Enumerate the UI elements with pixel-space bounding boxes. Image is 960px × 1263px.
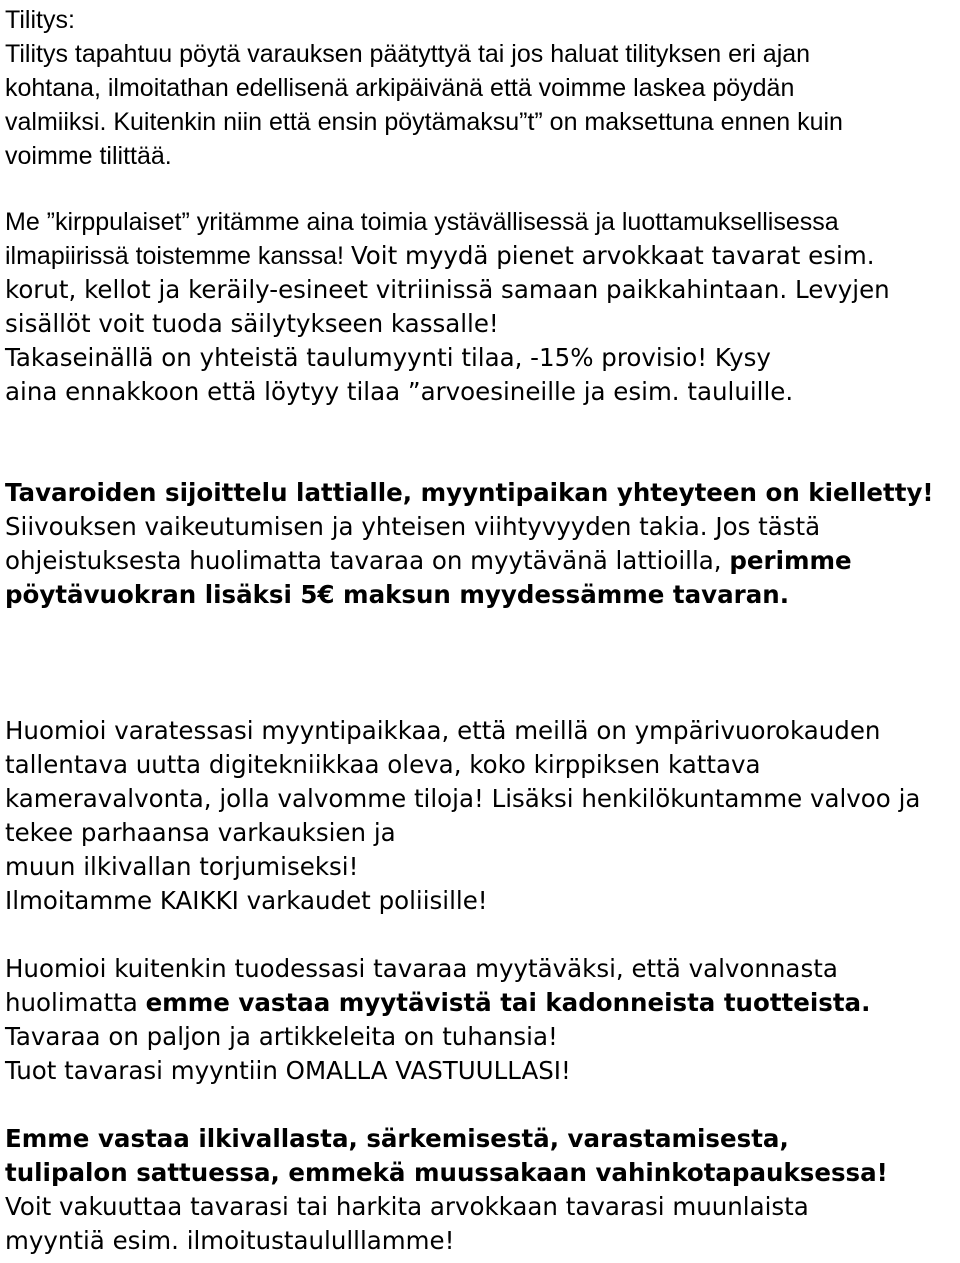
kirppulaiset-line-4: sisällöt voit tuoda säilytykseen kassalle!: [5, 309, 499, 338]
lattia-line-2a: ohjeistuksesta huolimatta tavaraa on myytävänä lattioilla,: [5, 546, 730, 575]
vastuu-line-2: [5, 986, 955, 1020]
lattia-heading: Tavaroiden sijoittelu lattialle, myyntipaikan yhteyteen on kielletty!: [5, 478, 934, 507]
tilitys-heading: Tilitys:: [5, 6, 75, 34]
ilkivalta-bold-2: tulipalon sattuessa, emmekä muussakaan vahinkotapauksessa!: [5, 1158, 888, 1187]
valvonta-line-1: Huomioi varatessasi myyntipaikkaa, että meillä on ympärivuorokauden: [5, 716, 881, 745]
vastuu-line-4: Tuot tavarasi myyntiin OMALLA VASTUULLASI!: [5, 1056, 571, 1085]
lattia-line-2b: perimme: [729, 546, 852, 575]
lattia-line-3: pöytävuokran lisäksi 5€ maksun myydessämme tavaran.: [5, 580, 790, 609]
kirppulaiset-line-1: Me ”kirppulaiset” yritämme aina toimia ystävällisessä ja luottamuksellisessa: [5, 208, 839, 236]
ilkivalta-line-1: Voit vakuuttaa tavarasi tai harkita arvokkaan tavarasi muunlaista: [5, 1192, 809, 1221]
spacer: [5, 409, 955, 476]
vastuu-line-3: Tavaraa on paljon ja artikkeleita on tuhansia!: [5, 1022, 558, 1051]
spacer: [5, 173, 955, 205]
lattia-line-1: Siivouksen vaikeutumisen ja yhteisen viihtyvyyden takia. Jos tästä: [5, 512, 821, 541]
kirppulaiset-line-2a: ilmapiirissä toistemme kanssa!: [5, 242, 351, 270]
vastuu-line-1: Huomioi kuitenkin tuodessasi tavaraa myytäväksi, että valvonnasta: [5, 954, 838, 983]
kirppulaiset-section: [5, 205, 955, 409]
tilitys-line-2: kohtana, ilmoitathan edellisenä arkipäivänä että voimme laskea pöydän: [5, 74, 795, 102]
vastuu-section: [5, 952, 955, 1088]
vastuu-line-2b: emme vastaa myytävistä tai kadonneista tuotteista.: [145, 988, 871, 1017]
lattia-line-2: [5, 544, 955, 578]
tilitys-section: [5, 3, 955, 173]
valvonta-section: [5, 714, 955, 918]
valvonta-line-5: muun ilkivallan torjumiseksi!: [5, 852, 359, 881]
lattia-section: [5, 476, 955, 612]
kirppulaiset-line-3: korut, kellot ja keräily-esineet vitriinissä samaan paikkahintaan. Levyjen: [5, 275, 890, 304]
ilkivalta-bold-1: Emme vastaa ilkivallasta, särkemisestä, varastamisesta,: [5, 1124, 789, 1153]
tilitys-line-1: Tilitys tapahtuu pöytä varauksen päätyttyä tai jos haluat tilityksen eri ajan: [5, 40, 811, 68]
tilitys-line-3: valmiiksi. Kuitenkin niin että ensin pöytämaksu”t” on maksettuna ennen kuin: [5, 108, 843, 136]
kirppulaiset-line-2: [5, 239, 955, 273]
spacer: [5, 1088, 955, 1122]
spacer: [5, 612, 955, 714]
vastuu-line-2a: huolimatta: [5, 988, 146, 1017]
valvonta-line-6: Ilmoitamme KAIKKI varkaudet poliisille!: [5, 886, 488, 915]
ilkivalta-section: [5, 1122, 955, 1258]
document-page: [5, 3, 955, 1258]
valvonta-line-2: tallentava uutta digitekniikkaa oleva, koko kirppiksen kattava: [5, 750, 761, 779]
tilitys-line-4: voimme tilittää.: [5, 142, 172, 170]
kirppulaiset-line-5: Takaseinällä on yhteistä taulumyynti tilaa, -15% provisio! Kysy: [5, 343, 771, 372]
kirppulaiset-line-2b: Voit myydä pienet arvokkaat tavarat esim.: [350, 241, 875, 270]
spacer: [5, 918, 955, 952]
valvonta-line-3: kameravalvonta, jolla valvomme tiloja! Lisäksi henkilökuntamme valvoo ja: [5, 784, 921, 813]
kirppulaiset-line-6: aina ennakkoon että löytyy tilaa ”arvoesineille ja esim. tauluille.: [5, 377, 794, 406]
ilkivalta-line-2: myyntiä esim. ilmoitustaululllamme!: [5, 1226, 455, 1255]
valvonta-line-4: tekee parhaansa varkauksien ja: [5, 818, 396, 847]
